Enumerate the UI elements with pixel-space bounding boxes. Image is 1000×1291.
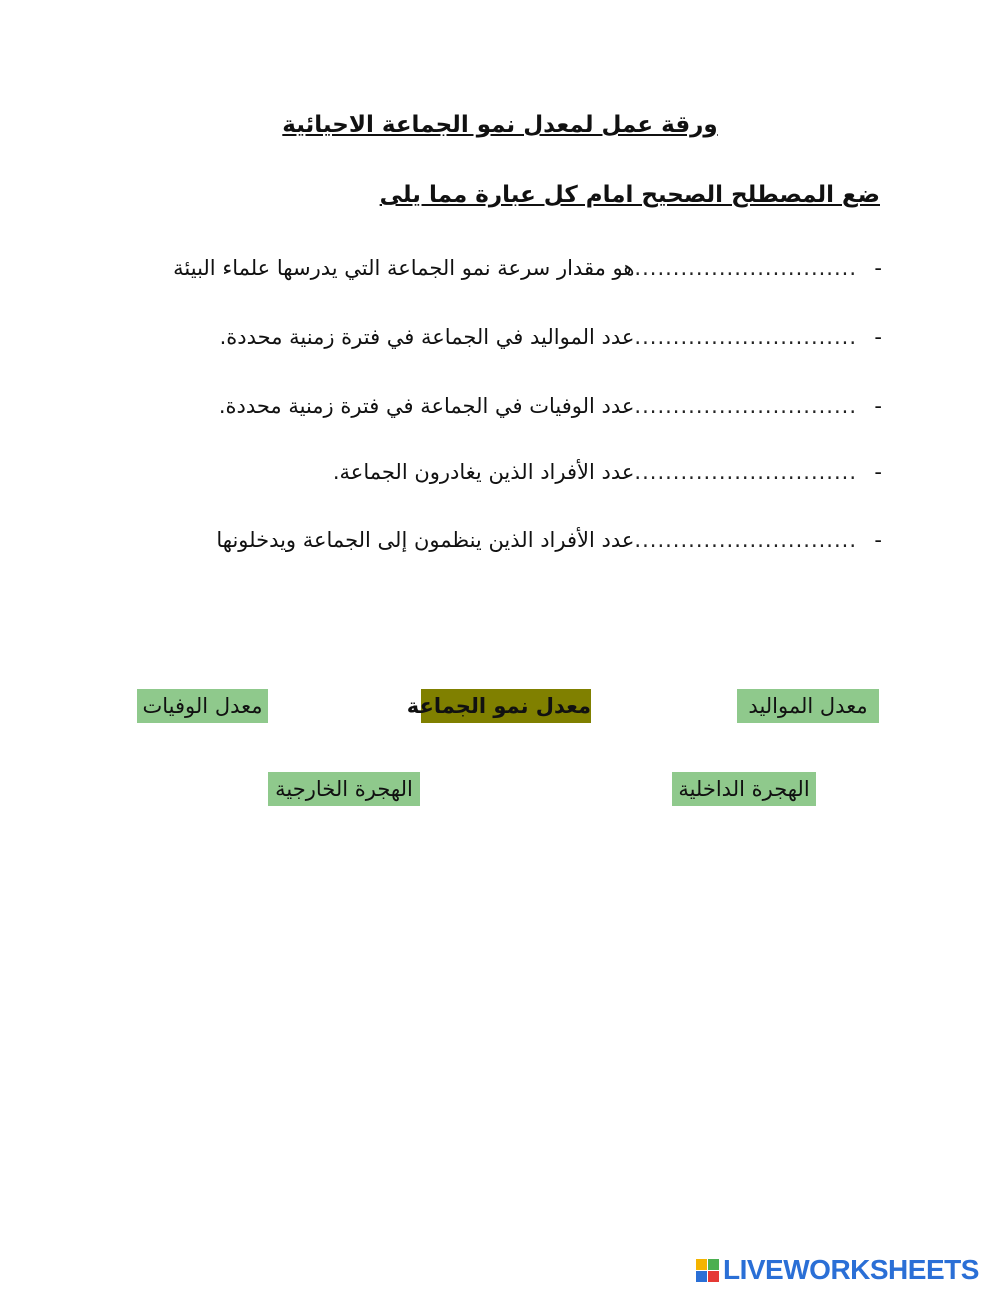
- logo-square-1: [696, 1259, 707, 1270]
- question-text: عدد الوفيات في الجماعة في فترة زمنية محددة.: [218, 394, 635, 418]
- answer-blank-4[interactable]: [634, 460, 860, 484]
- question-text: عدد الأفراد الذين يغادرون الجماعة.: [332, 460, 635, 484]
- logo-square-3: [696, 1271, 707, 1282]
- term-emigration[interactable]: الهجرة الخارجية: [268, 772, 420, 806]
- question-text: هو مقدار سرعة نمو الجماعة التي يدرسها علماء البيئة: [173, 256, 635, 280]
- logo-square-2: [708, 1259, 719, 1270]
- answer-blank-5[interactable]: [634, 528, 860, 552]
- logo-square-4: [708, 1271, 719, 1282]
- answer-blank-3[interactable]: [634, 394, 860, 418]
- question-text: عدد الأفراد الذين ينظمون إلى الجماعة ويدخلونها: [216, 528, 635, 552]
- question-dash: -: [874, 528, 882, 552]
- question-dash: -: [874, 256, 882, 280]
- question-text: عدد المواليد في الجماعة في فترة زمنية محددة.: [219, 325, 635, 349]
- worksheet-title: ورقة عمل لمعدل نمو الجماعة الاحيائية: [282, 112, 718, 138]
- logo-grid-icon: [696, 1259, 719, 1282]
- question-4: [333, 460, 882, 484]
- brand-name: LIVEWORKSHEETS: [723, 1254, 979, 1285]
- question-1: [173, 256, 882, 280]
- term-death-rate[interactable]: معدل الوفيات: [137, 689, 268, 723]
- answer-blank-2[interactable]: [634, 325, 860, 349]
- question-2: [220, 325, 882, 349]
- question-dash: -: [874, 325, 882, 349]
- instruction-text: ضع المصطلح الصحيح امام كل عبارة مما يلى: [379, 182, 880, 208]
- liveworksheets-logo: [696, 1254, 979, 1286]
- question-3: [219, 394, 882, 418]
- term-growth-rate[interactable]: معدل نمو الجماعة: [421, 689, 591, 723]
- question-dash: -: [874, 394, 882, 418]
- question-dash: -: [874, 460, 882, 484]
- answer-blank-1[interactable]: [634, 256, 860, 280]
- term-birth-rate[interactable]: معدل المواليد: [737, 689, 879, 723]
- question-5: [216, 528, 882, 552]
- term-immigration[interactable]: الهجرة الداخلية: [672, 772, 816, 806]
